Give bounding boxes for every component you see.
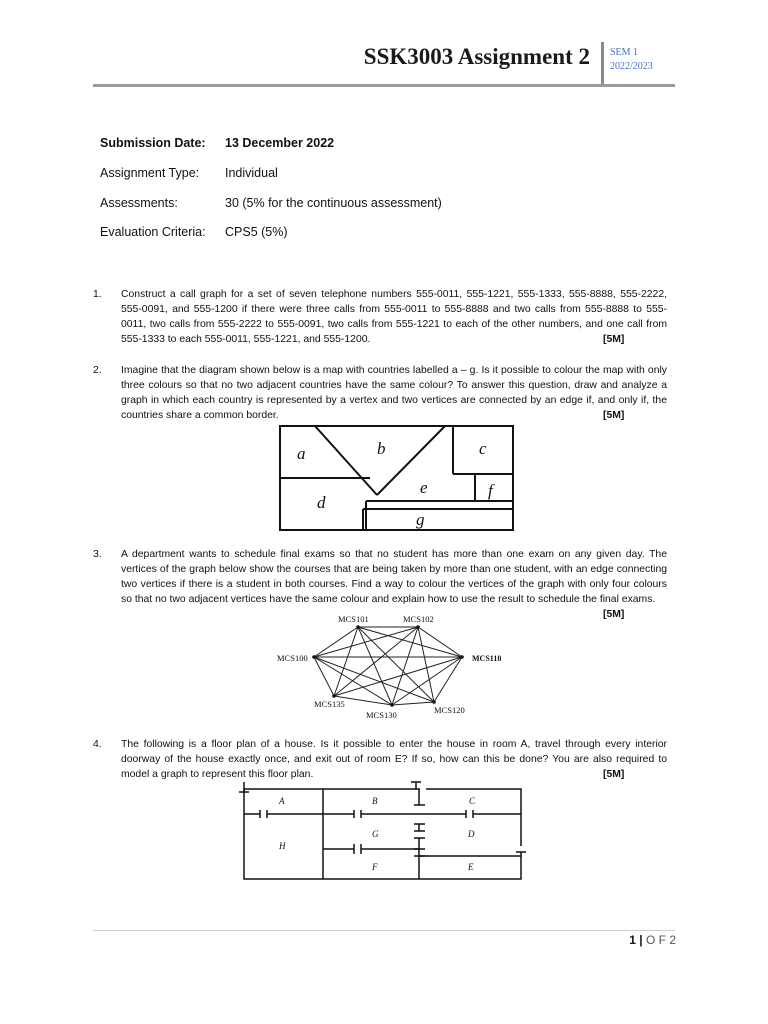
header-divider	[601, 42, 604, 84]
room-label-f: F	[372, 862, 378, 872]
info-value: CPS5 (5%)	[225, 225, 288, 239]
info-label: Evaluation Criteria:	[100, 225, 206, 239]
question-mark: [5M]	[603, 769, 625, 780]
question-mark: [5M]	[603, 410, 625, 421]
semester-year: 2022/2023	[610, 61, 653, 72]
question-text: Imagine that the diagram shown below is a map with countries labelled a – g. Is it possible to colour the map with only three colours so that no two adjacent countries have the same colour? To answer this question, draw and analyze a graph in which each country is represented by a vertex and two vertices are connected by an edge if, and only if, the countries share a common border.	[121, 365, 667, 421]
graph-vertex	[416, 625, 420, 629]
question-number: 3.	[93, 549, 102, 560]
room-label-h: H	[279, 841, 286, 851]
room-label-c: C	[469, 796, 476, 806]
info-value: Individual	[225, 166, 278, 180]
semester-label: SEM 1	[610, 47, 639, 58]
map-label-b: b	[377, 439, 386, 458]
node-label-mcs120: MCS120	[434, 705, 465, 715]
graph-vertex	[356, 625, 360, 629]
graph-vertex	[332, 694, 336, 698]
room-label-b: B	[372, 796, 378, 806]
info-label: Assignment Type:	[100, 166, 200, 180]
info-label: Assessments:	[100, 196, 178, 210]
map-border-line	[377, 426, 445, 495]
page-separator: |	[639, 933, 643, 947]
header-rule	[93, 84, 675, 87]
map-label-g: g	[416, 510, 425, 529]
map-label-d: d	[317, 493, 326, 512]
document-title: SSK3003 Assignment 2	[363, 44, 590, 69]
info-value: 13 December 2022	[225, 136, 335, 150]
room-label-d: D	[468, 829, 475, 839]
question-text: Construct a call graph for a set of seven telephone numbers 555-0011, 555-1221, 555-1333, 555-8888, 555-2222, 555-0091, and 555-1200 if there were three calls from 555-0011 to 555-8888 and two calls from 555-8888 to 555-0011, two calls from 555-2222 to 555-0091, two calls from 555-1221 to each of the other numbers, and one call from 555-1333 to each 555-0011, 555-1221, and 555-1200.	[121, 289, 667, 345]
semester-badge	[610, 46, 653, 74]
graph-vertex	[390, 703, 394, 707]
question-number: 1.	[93, 289, 102, 300]
map-border-line	[315, 426, 377, 495]
info-label: Submission Date:	[100, 136, 206, 150]
graph-vertex	[312, 655, 316, 659]
map-label-c: c	[479, 439, 487, 458]
room-label-e: E	[468, 862, 474, 872]
info-value: 30 (5% for the continuous assessment)	[225, 196, 442, 210]
node-label-mcs101: MCS101	[338, 614, 369, 624]
question-text: The following is a floor plan of a house. Is it possible to enter the house in room A, travel through every interior doorway of the house exactly once, and exit out of room E? If so, how can this be done? You are also required to model a graph to represent this floor plan.	[121, 739, 667, 780]
room-label-a: A	[279, 796, 285, 806]
node-label-mcs102: MCS102	[403, 614, 434, 624]
question-number: 4.	[93, 739, 102, 750]
question-number: 2.	[93, 365, 102, 376]
map-label-f: f	[488, 481, 493, 500]
map-label-e: e	[420, 478, 428, 497]
graph-vertex	[432, 700, 436, 704]
node-label-mcs135: MCS135	[314, 699, 345, 709]
node-label-mcs110: MCS110	[472, 654, 502, 663]
footer-rule	[93, 930, 675, 931]
node-label-mcs100: MCS100	[277, 653, 308, 663]
course-conflict-graph	[272, 614, 502, 722]
map-label-a: a	[297, 444, 306, 463]
question-mark: [5M]	[603, 334, 625, 345]
page-number: 1	[629, 933, 636, 947]
question-mark: [5M]	[603, 609, 625, 620]
page-total: O F 2	[645, 933, 676, 947]
floor-plan-diagram	[235, 780, 527, 884]
graph-vertex	[460, 655, 464, 659]
page-footer	[629, 933, 676, 947]
country-map-diagram	[277, 423, 517, 533]
node-label-mcs130: MCS130	[366, 710, 397, 720]
question-text: A department wants to schedule final exams so that no student has more than one exam on any given day. The vertices of the graph below show the courses that are being taken by more than one student, with an edge connecting two vertices if there is a student in both courses. Find a way to colour the vertices of the graph with only four colours so that no two adjacent vertices have the same colour and explain how to use the result to schedule the final exams.	[121, 549, 667, 605]
room-label-g: G	[372, 829, 379, 839]
